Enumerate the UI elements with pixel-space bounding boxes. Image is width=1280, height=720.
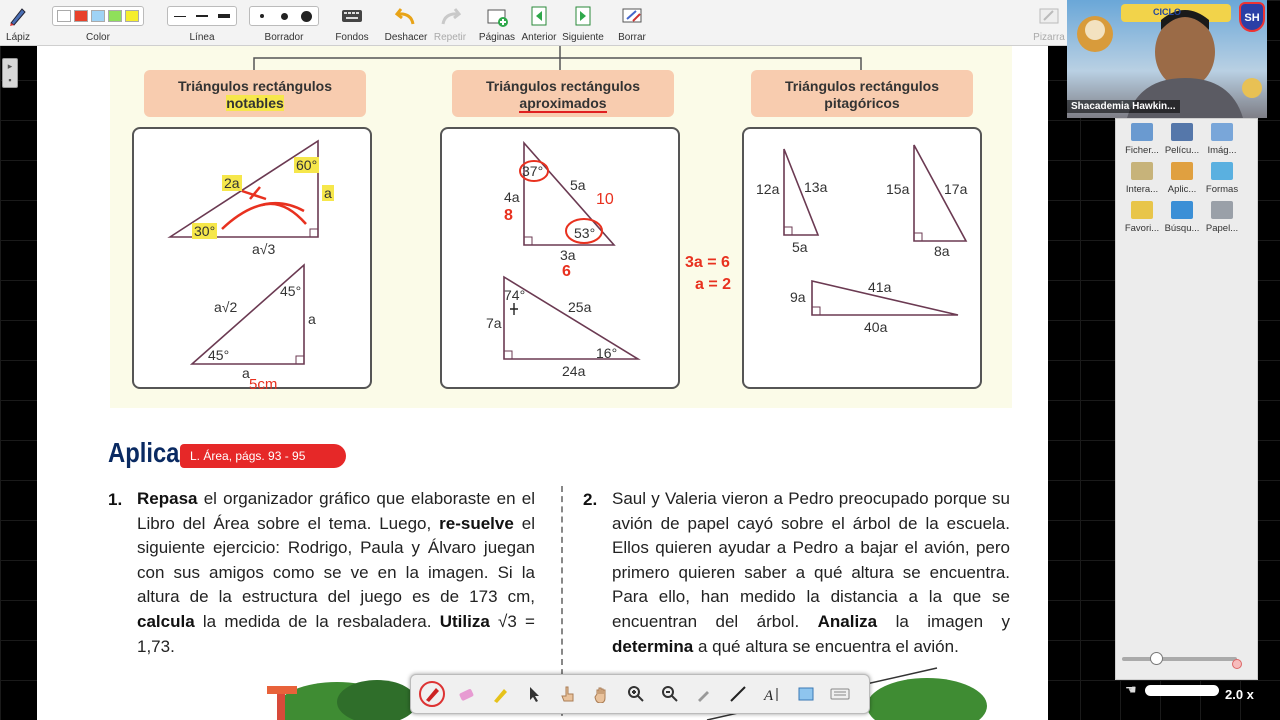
- webcam-banner-text: CICLO: [1153, 7, 1181, 17]
- redo-button[interactable]: [432, 2, 468, 43]
- volume-bar[interactable]: [1145, 685, 1219, 696]
- resource-item[interactable]: [1202, 123, 1242, 156]
- hand-click-button[interactable]: [555, 681, 581, 707]
- resource-item[interactable]: [1122, 162, 1162, 195]
- resource-item-label: Pelícu...: [1164, 145, 1200, 156]
- previous-label: Anterior: [521, 32, 557, 43]
- graphic-organizer: [110, 46, 1012, 408]
- handwritten-6: 6: [562, 263, 571, 280]
- resource-item-label: Ficher...: [1125, 145, 1159, 156]
- color-swatch-1[interactable]: [57, 10, 71, 22]
- pen-icon: [423, 685, 441, 703]
- card-pitagoricos: [742, 127, 982, 389]
- resource-item-icon: [1131, 162, 1153, 180]
- resource-item-label: Formas: [1205, 184, 1239, 195]
- resource-item-icon: [1131, 201, 1153, 219]
- pen-tool[interactable]: [4, 2, 32, 43]
- handwritten-eq1: 3a = 6: [685, 254, 730, 271]
- eyedropper-button[interactable]: [691, 681, 717, 707]
- eraser-medium[interactable]: [274, 9, 294, 23]
- line-medium[interactable]: [192, 9, 212, 23]
- line-width-picker[interactable]: [166, 2, 238, 43]
- exercise-1-number: 1.: [108, 490, 123, 509]
- school-badge: SH: [1239, 2, 1265, 32]
- pages-label: Páginas: [478, 32, 516, 43]
- eraser-picker[interactable]: [248, 2, 320, 43]
- image-icon: [797, 685, 815, 703]
- t7-base: 40a: [864, 319, 888, 335]
- resource-item[interactable]: [1202, 162, 1242, 195]
- t2-angle-top: 45°: [280, 283, 302, 299]
- handwritten-8: 8: [504, 207, 513, 224]
- eraser-sizes: [249, 6, 319, 26]
- resource-item[interactable]: [1162, 123, 1202, 156]
- ex1-segment-2: el organizador gráfico que elaboraste en el Libro del Área sobre el tema. Luego,: [137, 489, 535, 533]
- card-notables: [132, 127, 372, 389]
- keyboard-icon: [341, 8, 363, 24]
- resource-item-label: Intera...: [1125, 184, 1159, 195]
- color-swatch-2[interactable]: [74, 10, 88, 22]
- resource-item-icon: [1171, 123, 1193, 141]
- exercise-2-text: [612, 487, 1010, 659]
- zoom-in-button[interactable]: [623, 681, 649, 707]
- whiteboard-icon: [1038, 5, 1060, 27]
- line-width-options: [167, 6, 237, 26]
- ex2-segment-4: determina: [612, 636, 694, 656]
- card-aproximados: [440, 127, 680, 389]
- whiteboard-label: Pizarra: [1033, 32, 1065, 43]
- t4-hyp: 25a: [568, 299, 592, 315]
- resource-item[interactable]: [1122, 123, 1162, 156]
- marker-pen-button[interactable]: [419, 681, 445, 707]
- resource-item[interactable]: [1202, 201, 1242, 234]
- ex1-segment-4: el siguiente ejercicio: Rodrigo, Paula y Álvaro juegan con sus amigos como se ve en la imagen. Si la altura de la estructura del juego es de 173 cm,: [137, 513, 535, 607]
- section-title: Aplica: [108, 437, 180, 468]
- t2-angle-bottom: 45°: [208, 347, 230, 363]
- t2-base: a: [242, 365, 250, 381]
- svg-text:A: A: [764, 688, 774, 703]
- pan-button[interactable]: [589, 681, 615, 707]
- pen-label: Lápiz: [6, 32, 30, 43]
- clear-icon: [621, 5, 643, 27]
- text-tool-button[interactable]: [759, 681, 785, 707]
- t7-leg: 9a: [790, 289, 806, 305]
- heading-pitagoricos-line2: pitagóricos: [824, 95, 900, 111]
- color-swatch-5[interactable]: [125, 10, 139, 22]
- eraser-button[interactable]: [453, 681, 479, 707]
- ex2-segment-1: Saul y Valeria vieron a Pedro preocupado porque su avión de papel cayó sobre el árbol de la escuela. Ellos quieren ayudar a Pedro a bajar el avión, pero primero quieren saber a qué altura se encuentra. Para ello, han medido la distancia a la que se encuentran del árbol.: [612, 489, 1010, 631]
- ex1-segment-1: Repasa: [137, 489, 198, 508]
- color-swatch-3[interactable]: [91, 10, 105, 22]
- previous-button[interactable]: [520, 2, 558, 43]
- handwritten-5cm: 5cm: [249, 376, 278, 393]
- highlighter-button[interactable]: [487, 681, 513, 707]
- t1-angle-bottom: 30°: [194, 223, 216, 239]
- line-label: Línea: [189, 32, 215, 43]
- t6-leg: 15a: [886, 181, 910, 197]
- resource-item-icon: [1211, 162, 1233, 180]
- ex1-segment-8: √3 = 1,73.: [137, 611, 535, 656]
- resource-item-icon: [1171, 201, 1193, 219]
- resource-item-icon: [1211, 123, 1233, 141]
- t5-base: 5a: [792, 239, 808, 255]
- redo-icon: [439, 5, 461, 27]
- redo-label: Repetir: [433, 32, 467, 43]
- undo-label: Deshacer: [384, 32, 428, 43]
- zoom-in-icon: [627, 685, 645, 703]
- color-picker[interactable]: [42, 2, 154, 43]
- ex1-segment-3: re-suelve: [439, 513, 514, 533]
- ex2-segment-5: a qué altura se encuentra el avión.: [693, 636, 959, 656]
- exercise-2-number: 2.: [583, 490, 598, 509]
- t1-side: a: [324, 185, 332, 201]
- t1-hyp: 2a: [224, 175, 240, 191]
- eraser-small[interactable]: [252, 9, 272, 23]
- t5-hyp: 13a: [804, 179, 828, 195]
- image-tool-button[interactable]: [793, 681, 819, 707]
- t3-side: 4a: [504, 189, 520, 205]
- t4-angle-top: 74°: [504, 287, 526, 303]
- eraser-large[interactable]: [296, 9, 316, 23]
- previous-page-icon: [528, 5, 550, 27]
- keyboard-button[interactable]: [827, 681, 853, 707]
- zoom-level: 2.0 x: [1225, 687, 1254, 702]
- resource-item-label: Favori...: [1124, 223, 1160, 234]
- ex1-segment-5: calcula: [137, 611, 195, 631]
- t1-angle-top: 60°: [296, 157, 318, 173]
- undo-button[interactable]: [384, 2, 428, 43]
- t3-angle-bottom: 53°: [574, 225, 596, 241]
- clear-button[interactable]: [614, 2, 650, 43]
- heading-pitagoricos-line1: Triángulos rectángulos: [784, 78, 940, 94]
- t4-base: 24a: [562, 363, 586, 379]
- resource-item-icon: [1131, 123, 1153, 141]
- annotation-toolbar: [410, 674, 870, 714]
- backgrounds-button[interactable]: [332, 2, 372, 43]
- resource-item-label: Búsqu...: [1164, 223, 1200, 234]
- zoom-slider-track[interactable]: [1122, 657, 1237, 661]
- hand-pointer-icon: [559, 685, 577, 703]
- webcam-video: [1067, 0, 1267, 118]
- color-swatches: [52, 6, 144, 26]
- ex1-segment-6: la medida de la resbaladera.: [194, 611, 440, 631]
- undo-icon: [395, 5, 417, 27]
- participant-name: Shacademia Hawkin...: [1067, 100, 1180, 113]
- resource-item-label: Imág...: [1207, 145, 1237, 156]
- ex2-segment-2: Analiza: [817, 611, 878, 631]
- line-thick[interactable]: [214, 9, 234, 23]
- close-icon[interactable]: [1232, 659, 1242, 669]
- thumb-icon: ☚: [1125, 682, 1137, 697]
- resource-item-icon: [1171, 162, 1193, 180]
- t3-base: 3a: [560, 247, 576, 263]
- t3-angle-top: 37°: [522, 163, 544, 179]
- zoom-out-button[interactable]: [657, 681, 683, 707]
- next-label: Siguiente: [562, 32, 604, 43]
- highlighter-icon: [491, 685, 509, 703]
- t1-base: a√3: [252, 241, 276, 257]
- t2-hyp: a√2: [214, 299, 238, 315]
- eyedropper-icon: [695, 685, 713, 703]
- resource-item-icon: [1211, 201, 1233, 219]
- ex1-segment-7: Utiliza: [439, 611, 490, 631]
- handwritten-eq2: a = 2: [695, 276, 732, 293]
- ex2-segment-3: la imagen y: [877, 611, 1010, 631]
- t4-angle-bottom: 16°: [596, 345, 618, 361]
- eraser-icon: [457, 685, 475, 703]
- zoom-slider-handle[interactable]: [1150, 652, 1163, 665]
- t6-hyp: 17a: [944, 181, 968, 197]
- line-thin[interactable]: [170, 9, 190, 23]
- pointer-button[interactable]: [521, 681, 547, 707]
- resource-item[interactable]: [1162, 162, 1202, 195]
- backgrounds-label: Fondos: [335, 32, 369, 43]
- zoom-out-icon: [661, 685, 679, 703]
- pages-button[interactable]: [478, 2, 516, 43]
- clear-label: Borrar: [618, 32, 646, 43]
- next-page-icon: [572, 5, 594, 27]
- resource-panel: [1115, 118, 1258, 680]
- t5-leg: 12a: [756, 181, 780, 197]
- resource-item[interactable]: [1162, 201, 1202, 234]
- color-swatch-4[interactable]: [108, 10, 122, 22]
- heading-notables-line2: notables: [226, 95, 284, 111]
- keyboard-icon: [830, 687, 850, 701]
- heading-pitagoricos: [751, 70, 973, 117]
- exercise-1-text: [137, 487, 535, 659]
- heading-aproximados-line2: aproximados: [519, 95, 607, 111]
- handwritten-10: 10: [596, 191, 614, 208]
- heading-aproximados: [452, 70, 674, 117]
- line-icon: [729, 685, 747, 703]
- resource-item-label: Papel...: [1205, 223, 1239, 234]
- add-page-icon: [486, 5, 508, 27]
- line-tool-button[interactable]: [725, 681, 751, 707]
- side-toggle-button[interactable]: ▸ ▪: [2, 58, 18, 88]
- resource-item-label: Aplic...: [1167, 184, 1197, 195]
- t4-side: 7a: [486, 315, 502, 331]
- heading-notables-line1: Triángulos rectángulos: [177, 78, 333, 94]
- reference-pill: L. Área, págs. 93 - 95: [180, 444, 346, 468]
- triangle-figures: [134, 129, 370, 387]
- eraser-label: Borrador: [264, 32, 304, 43]
- t2-side: a: [308, 311, 316, 327]
- pen-icon: [7, 5, 29, 27]
- text-icon: [762, 685, 782, 703]
- t3-hyp: 5a: [570, 177, 586, 193]
- t7-hyp: 41a: [868, 279, 892, 295]
- heading-aproximados-line1: Triángulos rectángulos: [485, 78, 641, 94]
- document-page: [37, 46, 1048, 720]
- heading-notables: [144, 70, 366, 117]
- color-label: Color: [86, 32, 110, 43]
- toolbar: [0, 0, 1068, 46]
- whiteboard-button[interactable]: [1032, 2, 1066, 43]
- next-button[interactable]: [562, 2, 604, 43]
- resource-item[interactable]: [1122, 201, 1162, 234]
- t6-base: 8a: [934, 243, 950, 259]
- cursor-icon: [525, 685, 543, 703]
- hand-icon: [593, 685, 611, 703]
